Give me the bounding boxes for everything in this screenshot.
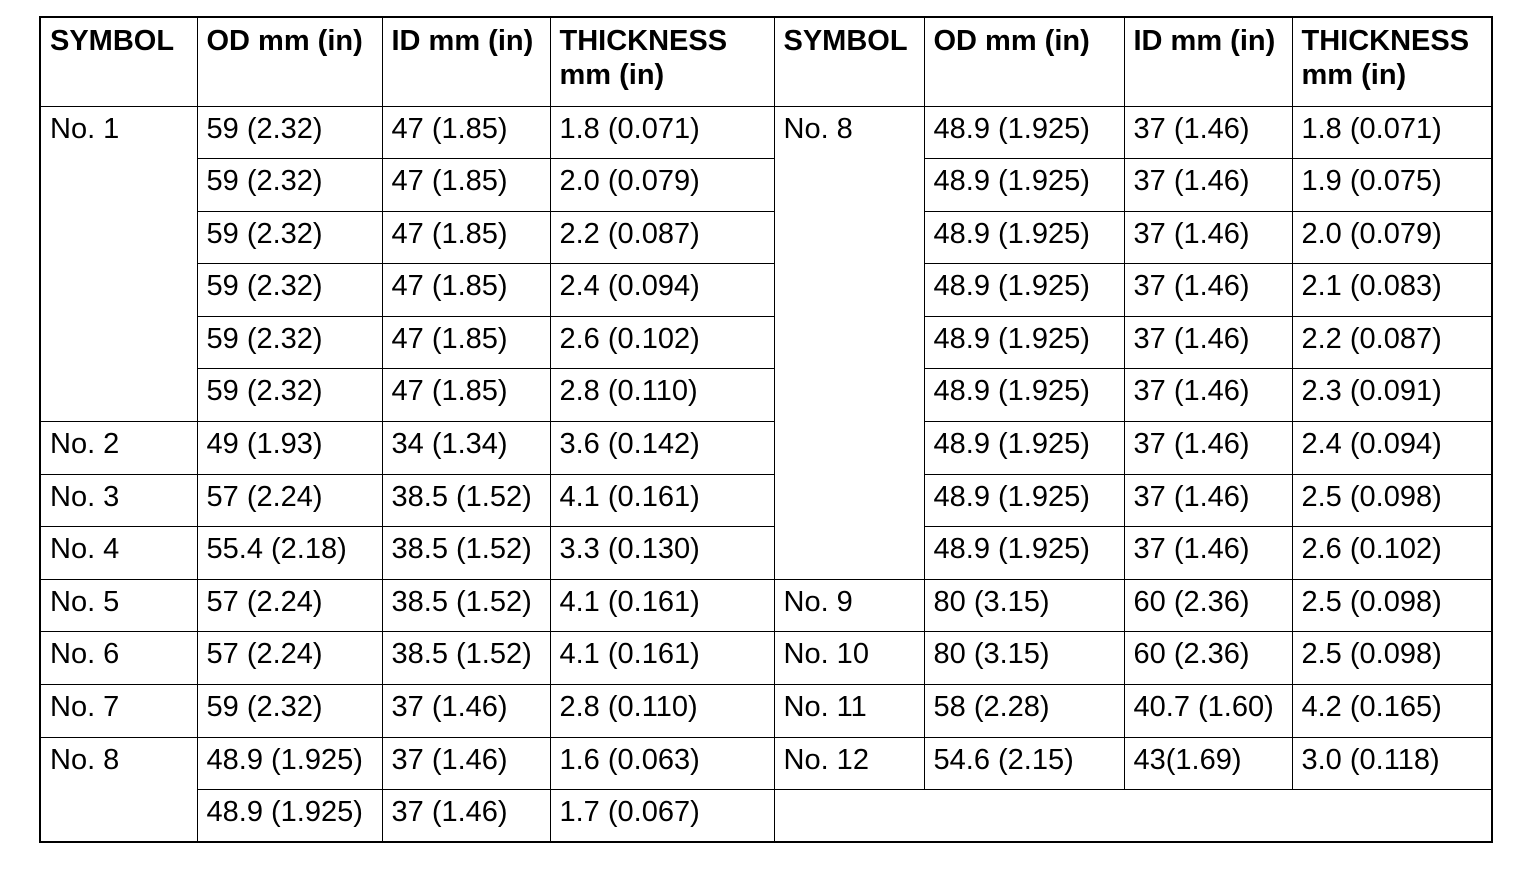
od-cell: 59 (2.32) [197, 369, 382, 422]
thickness-cell: 2.1 (0.083) [1292, 264, 1492, 317]
table-row [40, 737, 1492, 790]
id-cell: 43(1.69) [1124, 737, 1292, 790]
thickness-cell: 2.5 (0.098) [1292, 632, 1492, 685]
symbol-cell: No. 1 [40, 106, 197, 422]
table-row [40, 474, 1492, 527]
thickness-cell: 2.8 (0.110) [550, 369, 774, 422]
id-cell: 40.7 (1.60) [1124, 685, 1292, 738]
table-row [40, 685, 1492, 738]
table-row [40, 422, 1492, 475]
thickness-cell: 2.5 (0.098) [1292, 474, 1492, 527]
symbol-cell: No. 3 [40, 474, 197, 527]
table-row [40, 211, 1492, 264]
table-row [40, 790, 1492, 843]
symbol-cell: No. 12 [774, 737, 924, 790]
id-cell: 38.5 (1.52) [382, 474, 550, 527]
od-cell: 59 (2.32) [197, 159, 382, 212]
id-cell: 47 (1.85) [382, 106, 550, 159]
thickness-cell: 1.8 (0.071) [550, 106, 774, 159]
od-cell: 59 (2.32) [197, 106, 382, 159]
header-thickness-left [550, 17, 774, 106]
od-cell: 48.9 (1.925) [924, 106, 1124, 159]
thickness-cell: 3.0 (0.118) [1292, 737, 1492, 790]
header-thickness-right-line2: mm (in) [1301, 59, 1407, 91]
id-cell: 34 (1.34) [382, 422, 550, 475]
table-row [40, 264, 1492, 317]
od-cell: 58 (2.28) [924, 685, 1124, 738]
thickness-cell: 2.3 (0.091) [1292, 369, 1492, 422]
table-row [40, 159, 1492, 212]
od-cell: 48.9 (1.925) [197, 737, 382, 790]
od-cell: 48.9 (1.925) [924, 474, 1124, 527]
thickness-cell: 2.4 (0.094) [1292, 422, 1492, 475]
header-od-right: OD mm (in) [924, 17, 1124, 106]
symbol-cell: No. 5 [40, 579, 197, 632]
table-row [40, 316, 1492, 369]
od-cell: 49 (1.93) [197, 422, 382, 475]
id-cell: 60 (2.36) [1124, 579, 1292, 632]
symbol-cell: No. 9 [774, 579, 924, 632]
thickness-cell: 1.9 (0.075) [1292, 159, 1492, 212]
thickness-cell: 1.8 (0.071) [1292, 106, 1492, 159]
od-cell: 54.6 (2.15) [924, 737, 1124, 790]
od-cell: 59 (2.32) [197, 685, 382, 738]
id-cell: 47 (1.85) [382, 264, 550, 317]
od-cell: 48.9 (1.925) [924, 369, 1124, 422]
thickness-cell: 2.6 (0.102) [550, 316, 774, 369]
thickness-cell: 2.0 (0.079) [550, 159, 774, 212]
id-cell: 37 (1.46) [1124, 474, 1292, 527]
thickness-cell: 2.5 (0.098) [1292, 579, 1492, 632]
thickness-cell: 1.6 (0.063) [550, 737, 774, 790]
od-cell: 80 (3.15) [924, 579, 1124, 632]
id-cell: 47 (1.85) [382, 159, 550, 212]
header-id-right: ID mm (in) [1124, 17, 1292, 106]
od-cell: 59 (2.32) [197, 211, 382, 264]
id-cell: 37 (1.46) [1124, 211, 1292, 264]
od-cell: 48.9 (1.925) [197, 790, 382, 843]
id-cell: 37 (1.46) [1124, 422, 1292, 475]
symbol-cell: No. 8 [774, 106, 924, 579]
id-cell: 37 (1.46) [1124, 527, 1292, 580]
thickness-cell: 1.7 (0.067) [550, 790, 774, 843]
od-cell: 48.9 (1.925) [924, 316, 1124, 369]
symbol-cell: No. 7 [40, 685, 197, 738]
id-cell: 47 (1.85) [382, 211, 550, 264]
id-cell: 38.5 (1.52) [382, 632, 550, 685]
od-cell: 59 (2.32) [197, 264, 382, 317]
symbol-cell: No. 10 [774, 632, 924, 685]
thickness-cell: 2.8 (0.110) [550, 685, 774, 738]
od-cell: 48.9 (1.925) [924, 422, 1124, 475]
thickness-cell: 4.1 (0.161) [550, 474, 774, 527]
table-row [40, 369, 1492, 422]
id-cell: 47 (1.85) [382, 316, 550, 369]
header-row [40, 17, 1492, 106]
header-thickness-left-line2: mm (in) [559, 59, 665, 91]
od-cell: 57 (2.24) [197, 632, 382, 685]
id-cell: 37 (1.46) [1124, 264, 1292, 317]
od-cell: 48.9 (1.925) [924, 211, 1124, 264]
empty-cell [774, 790, 1492, 843]
header-thickness-right-line1: THICKNESS [1301, 25, 1470, 57]
od-cell: 57 (2.24) [197, 474, 382, 527]
od-cell: 57 (2.24) [197, 579, 382, 632]
spec-table [39, 16, 1493, 843]
header-thickness-right [1292, 17, 1492, 106]
symbol-cell: No. 6 [40, 632, 197, 685]
header-symbol-left: SYMBOL [40, 17, 197, 106]
thickness-cell: 4.1 (0.161) [550, 632, 774, 685]
symbol-cell: No. 11 [774, 685, 924, 738]
od-cell: 59 (2.32) [197, 316, 382, 369]
symbol-cell: No. 8 [40, 737, 197, 842]
id-cell: 60 (2.36) [1124, 632, 1292, 685]
table-row [40, 527, 1492, 580]
id-cell: 37 (1.46) [382, 685, 550, 738]
id-cell: 47 (1.85) [382, 369, 550, 422]
id-cell: 37 (1.46) [1124, 369, 1292, 422]
od-cell: 80 (3.15) [924, 632, 1124, 685]
id-cell: 38.5 (1.52) [382, 579, 550, 632]
header-od-left: OD mm (in) [197, 17, 382, 106]
thickness-cell: 4.1 (0.161) [550, 579, 774, 632]
table-row [40, 106, 1492, 159]
od-cell: 55.4 (2.18) [197, 527, 382, 580]
thickness-cell: 3.3 (0.130) [550, 527, 774, 580]
id-cell: 37 (1.46) [1124, 106, 1292, 159]
symbol-cell: No. 4 [40, 527, 197, 580]
header-thickness-left-line1: THICKNESS [559, 25, 728, 57]
table-row [40, 579, 1492, 632]
thickness-cell: 2.0 (0.079) [1292, 211, 1492, 264]
thickness-cell: 2.4 (0.094) [550, 264, 774, 317]
od-cell: 48.9 (1.925) [924, 159, 1124, 212]
thickness-cell: 4.2 (0.165) [1292, 685, 1492, 738]
thickness-cell: 2.6 (0.102) [1292, 527, 1492, 580]
id-cell: 37 (1.46) [382, 790, 550, 843]
id-cell: 37 (1.46) [382, 737, 550, 790]
header-id-left: ID mm (in) [382, 17, 550, 106]
thickness-cell: 3.6 (0.142) [550, 422, 774, 475]
id-cell: 37 (1.46) [1124, 159, 1292, 212]
thickness-cell: 2.2 (0.087) [1292, 316, 1492, 369]
thickness-cell: 2.2 (0.087) [550, 211, 774, 264]
od-cell: 48.9 (1.925) [924, 264, 1124, 317]
header-symbol-right: SYMBOL [774, 17, 924, 106]
id-cell: 38.5 (1.52) [382, 527, 550, 580]
od-cell: 48.9 (1.925) [924, 527, 1124, 580]
id-cell: 37 (1.46) [1124, 316, 1292, 369]
symbol-cell: No. 2 [40, 422, 197, 475]
table-row [40, 632, 1492, 685]
